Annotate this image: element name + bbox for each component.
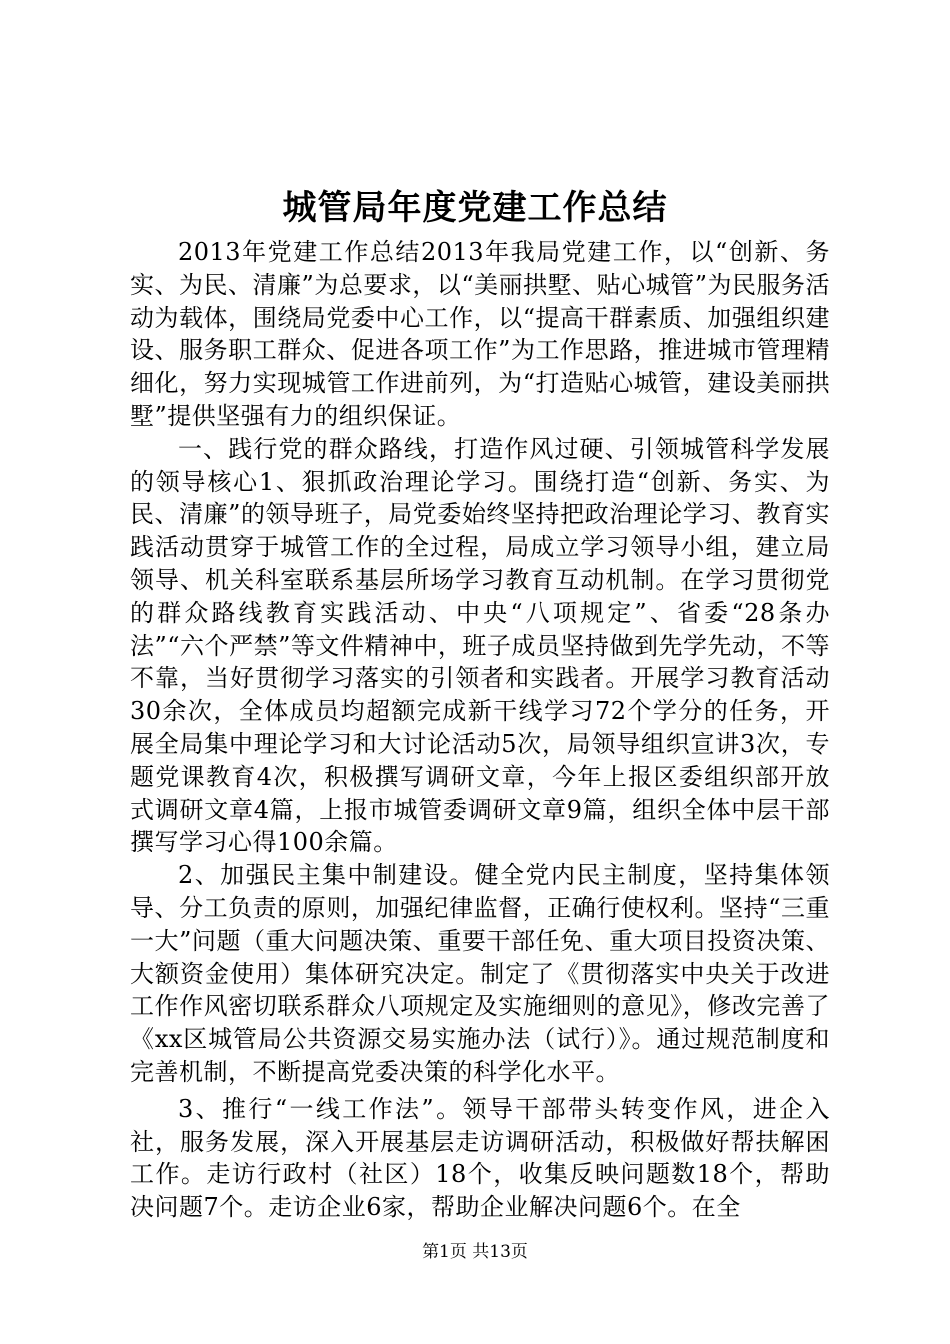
paragraph-section-one: 一、践行党的群众路线，打造作风过硬、引领城管科学发展的领导核心1、狠抓政治理论学习。围绕打造“创新、务实、为民、清廉”的领导班子，局党委始终坚持把政治理论学习、教育实践活动贯穿于城管工作的全过程，局成立学习领导小组，建立局领导、机关科室联系基层所场学习教育互动机制。在学习贯彻党的群众路线教育实践活动、中央“八项规定”、省委“28条办法”“六个严禁”等文件精神中，班子成员坚持做到先学先动，不等不靠，当好贯彻学习落实的引领者和实践者。开展学习教育活动30余次，全体成员均超额完成新干线学习72个学分的任务，开展全局集中理论学习和大讨论活动5次，局领导组织宣讲3次，专题党课教育4次，积极撰写调研文章，今年上报区委组织部开放式调研文章4篇，上报市城管委调研文章9篇，组织全体中层干部撰写学习心得100余篇。 <box>130 434 830 857</box>
paragraph-democratic-centralism: 2、加强民主集中制建设。健全党内民主制度，坚持集体领导、分工负责的原则，加强纪律监督，正确行使权利。坚持“三重一大”问题（重大问题决策、重要干部任免、重大项目投资决策、大额资金使用）集体研究决定。制定了《贯彻落实中央关于改进工作作风密切联系群众八项规定及实施细则的意见》，修改完善了《xx区城管局公共资源交易实施办法（试行）》。通过规范制度和完善机制，不断提高党委决策的科学化水平。 <box>130 861 830 1086</box>
paragraph-intro: 2013年党建工作总结2013年我局党建工作，以“创新、务实、为民、清廉”为总要求，以“美丽拱墅、贴心城管”为民服务活动为载体，围绕局党委中心工作，以“提高干群素质、加强组织建设、服务职工群众、促进各项工作”为工作思路，推进城市管理精细化，努力实现城管工作进前列，为“打造贴心城管，建设美丽拱墅”提供坚强有力的组织保证。 <box>130 238 830 430</box>
paragraph-frontline-method: 3、推行“一线工作法”。领导干部带头转变作风，进企入社，服务发展，深入开展基层走访调研活动，积极做好帮扶解困工作。走访行政村（社区）18个，收集反映问题数18个，帮助决问题7个。走访企业6家，帮助企业解决问题6个。在全 <box>130 1094 830 1222</box>
document-body <box>130 236 830 1224</box>
document-title: 城管局年度党建工作总结 <box>282 188 668 228</box>
page-number-footer: 第1页 共13页 <box>422 1242 528 1262</box>
